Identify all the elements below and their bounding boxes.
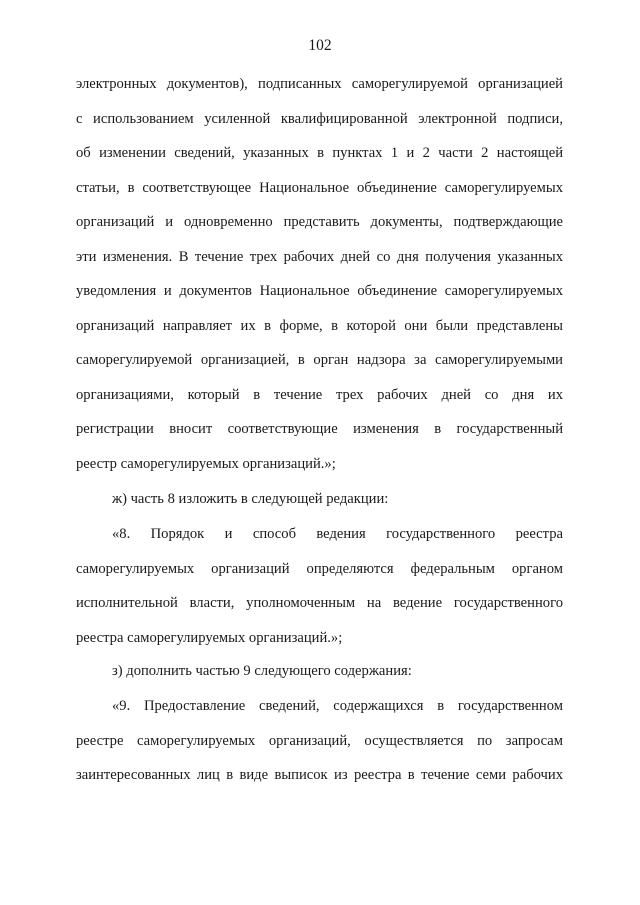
text-line: организаций направляет их в форме, в которой они были представлены [76,317,563,334]
text-line: электронных документов), подписанных саморегулируемой организацией [76,76,563,92]
text-line: об изменении сведений, указанных в пунктах 1 и 2 части 2 настоящей [76,145,563,161]
text-line: з) дополнить частью 9 следующего содержания: [112,663,412,679]
text-line: «8. Порядок и способ ведения государственного реестра [112,526,563,542]
paragraph-item-z [76,654,563,689]
text-line: заинтересованных лиц в виде выписок из реестра в течение семи рабочих [76,767,563,783]
paragraph-continuation [76,67,563,481]
text-line: уведомления и документов Национальное объединение саморегулируемых [76,283,563,299]
paragraph-item-zh [76,482,563,517]
page-number: 102 [308,37,332,54]
text-line: саморегулируемых организаций определяются федеральным органом [76,560,563,577]
text-line: реестра саморегулируемых организаций.»; [76,629,343,646]
text-line: эти изменения. В течение трех рабочих дней со дня получения указанных [76,248,563,265]
text-line: регистрации вносит соответствующие изменения в государственный [76,421,563,437]
text-line: саморегулируемой организацией, в орган надзора за саморегулируемыми [76,352,563,368]
text-line: реестре саморегулируемых организаций, осуществляется по запросам [76,732,563,749]
paragraph-part-8 [76,517,563,655]
text-line: организациями, который в течение трех рабочих дней со дня их [76,386,563,403]
text-line: статьи, в соответствующее Национальное объединение саморегулируемых [76,179,563,196]
text-line: организаций и одновременно представить документы, подтверждающие [76,214,563,230]
paragraph-part-9 [76,689,563,793]
text-line: реестр саморегулируемых организаций.»; [76,455,336,472]
text-line: исполнительной власти, уполномоченным на ведение государственного [76,595,563,611]
text-line: «9. Предоставление сведений, содержащихся в государственном [112,698,563,714]
text-line: ж) часть 8 изложить в следующей редакции: [112,491,389,507]
text-line: с использованием усиленной квалифицированной электронной подписи, [76,110,563,127]
